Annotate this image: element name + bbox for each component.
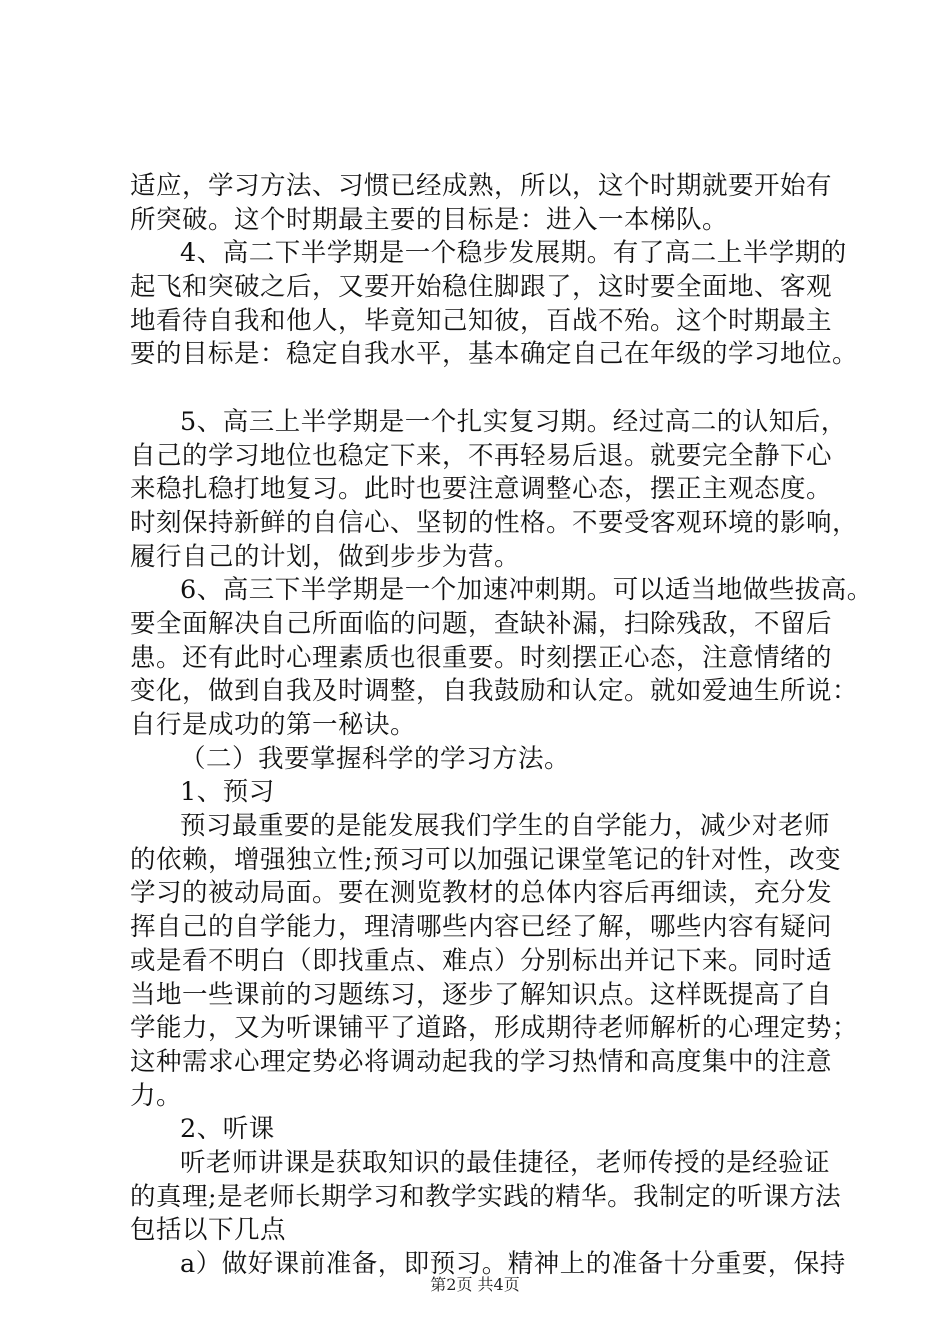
text-line: a）做好课前准备，即预习。精神上的准备十分重要，保持 [180,1249,846,1279]
text-line: 1、预习 [180,777,275,808]
text-line: 当地一些课前的习题练习，逐步了解知识点。这样既提高了自 [130,979,833,1010]
text-line: （二）我要掌握科学的学习方法。 [180,743,571,774]
text-line: 4、高二下半学期是一个稳步发展期。有了高二上半学期的 [180,238,847,269]
text-line: 听老师讲课是获取知识的最佳捷径，老师传授的是经验证 [180,1147,831,1178]
text-line: 自行是成功的第一秘诀。 [130,710,417,740]
text-line: 学能力，又为听课铺平了道路，形成期待老师解析的心理定势； [130,1013,859,1044]
text-line: 时刻保持新鲜的自信心、坚韧的性格。不要受客观环境的影响， [130,507,859,538]
text-line: 这种需求心理定势必将调动起我的学习热情和高度集中的注意 [130,1046,833,1077]
text-line: 或是看不明白（即找重点、难点）分别标出并记下来。同时适 [130,945,833,976]
text-line: 患。还有此时心理素质也很重要。时刻摆正心态，注意情绪的 [130,642,833,673]
text-line: 履行自己的计划，做到步步为营。 [130,541,521,572]
text-line: 包括以下几点 [130,1215,287,1246]
text-line: 的真理;是老师长期学习和教学实践的精华。我制定的听课方法 [130,1181,842,1212]
text-line: 起飞和突破之后，又要开始稳住脚跟了，这时要全面地、客观 [130,272,833,303]
text-line: 所突破。这个时期最主要的目标是：进入一本梯队。 [130,204,729,235]
text-line: 2、听课 [180,1114,275,1145]
text-line: 地看待自我和他人，毕竟知己知彼，百战不殆。这个时期最主 [130,305,833,336]
text-line: 变化，做到自我及时调整，自我鼓励和认定。就如爱迪生所说： [130,676,859,707]
text-line: 力。 [130,1080,183,1111]
text-line: 适应，学习方法、习惯已经成熟，所以，这个时期就要开始有 [130,171,833,201]
text-line: 5、高三上半学期是一个扎实复习期。经过高二的认知后， [180,406,847,437]
document-body [130,170,873,1282]
text-line: 的依赖，增强独立性;预习可以加强记课堂笔记的针对性，改变 [130,844,842,875]
text-line: 预习最重要的是能发展我们学生的自学能力，减少对老师 [180,811,831,842]
page-footer: 第2页 共4页 [430,1275,520,1294]
blank-line [130,372,830,406]
text-line: 自己的学习地位也稳定下来，不再轻易后退。就要完全静下心 [130,440,833,471]
text-line: 要全面解决自己所面临的问题，查缺补漏，扫除残敌，不留后 [130,608,833,639]
text-line: 学习的被动局面。要在测览教材的总体内容后再细读，充分发 [130,878,833,909]
text-line: 挥自己的自学能力，理清哪些内容已经了解，哪些内容有疑问 [130,912,833,943]
text-line: 6、高三下半学期是一个加速冲刺期。可以适当地做些拔高。 [180,575,873,606]
text-line: 来稳扎稳打地复习。此时也要注意调整心态，摆正主观态度。 [130,474,833,505]
text-line: 要的目标是：稳定自我水平，基本确定自己在年级的学习地位。 [130,339,859,370]
